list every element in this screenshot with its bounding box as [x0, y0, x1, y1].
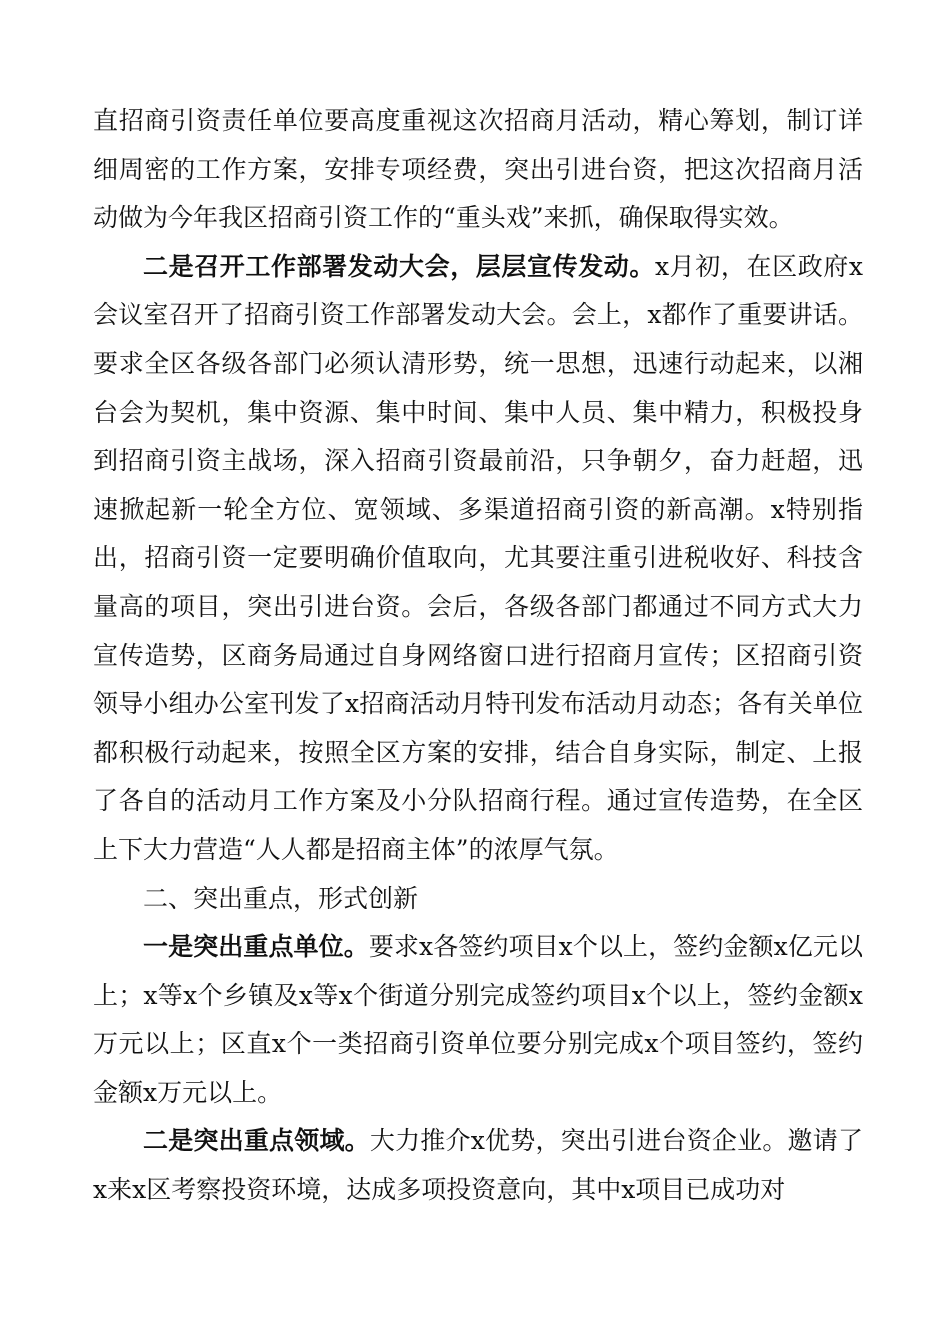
section-heading: [93, 875, 863, 924]
paragraph-key-units: [93, 923, 863, 1117]
paragraph-text: x月初，在区政府x会议室召开了招商引资工作部署发动大会。会上，x都作了重要讲话。要求全区各级各部门必须认清形势，统一思想，迅速行动起来，以湘台会为契机，集中资源、集中时间、集中人员、集中精力，积极投身到招商引资主战场，深入招商引资最前沿，只争朝夕，奋力赶超，迅速掀起新一轮全方位、宽领域、多渠道招商引资的新高潮。x特别指出，招商引资一定要明确价值取向，尤其要注重引进税收好、科技含量高的项目，突出引进台资。会后，各级各部门都通过不同方式大力宣传造势，区商务局通过自身网络窗口进行招商月宣传；区招商引资领导小组办公室刊发了x招商活动月特刊发布活动月动态；各有关单位都积极行动起来，按照全区方案的安排，结合自身实际，制定、上报了各自的活动月工作方案及小分队招商行程。通过宣传造势，在全区上下大力营造“人人都是招商主体”的浓厚气氛。: [93, 251, 863, 864]
paragraph-lead: 二是突出重点领域。: [143, 1126, 370, 1156]
paragraph-lead: 二是召开工作部署发动大会，层层宣传发动。: [143, 251, 655, 281]
paragraph-text: 要求x各签约项目x个以上，签约金额x亿元以上；x等x个乡镇及x等x个街道分别完成签约项目x个以上，签约金额x万元以上；区直x个一类招商引资单位要分别完成x个项目签约，签约金额x万元以上。: [93, 932, 863, 1107]
document-body: [93, 97, 863, 1215]
paragraph-text: 大力推介x优势，突出引进台资企业。邀请了x来x区考察投资环境，达成多项投资意向，其中x项目已成功对: [93, 1126, 863, 1205]
paragraph-text: 直招商引资责任单位要高度重视这次招商月活动，精心筹划，制订详细周密的工作方案，安排专项经费，突出引进台资，把这次招商月活动做为今年我区招商引资工作的“重头戏”来抓，确保取得实效。: [93, 106, 863, 233]
paragraph-mobilization-meeting: [93, 243, 863, 875]
section-heading-text: 二、突出重点，形式创新: [143, 883, 419, 913]
paragraph-lead: 一是突出重点单位。: [143, 932, 369, 962]
paragraph-continuation: [93, 97, 863, 243]
paragraph-key-fields: [93, 1117, 863, 1214]
